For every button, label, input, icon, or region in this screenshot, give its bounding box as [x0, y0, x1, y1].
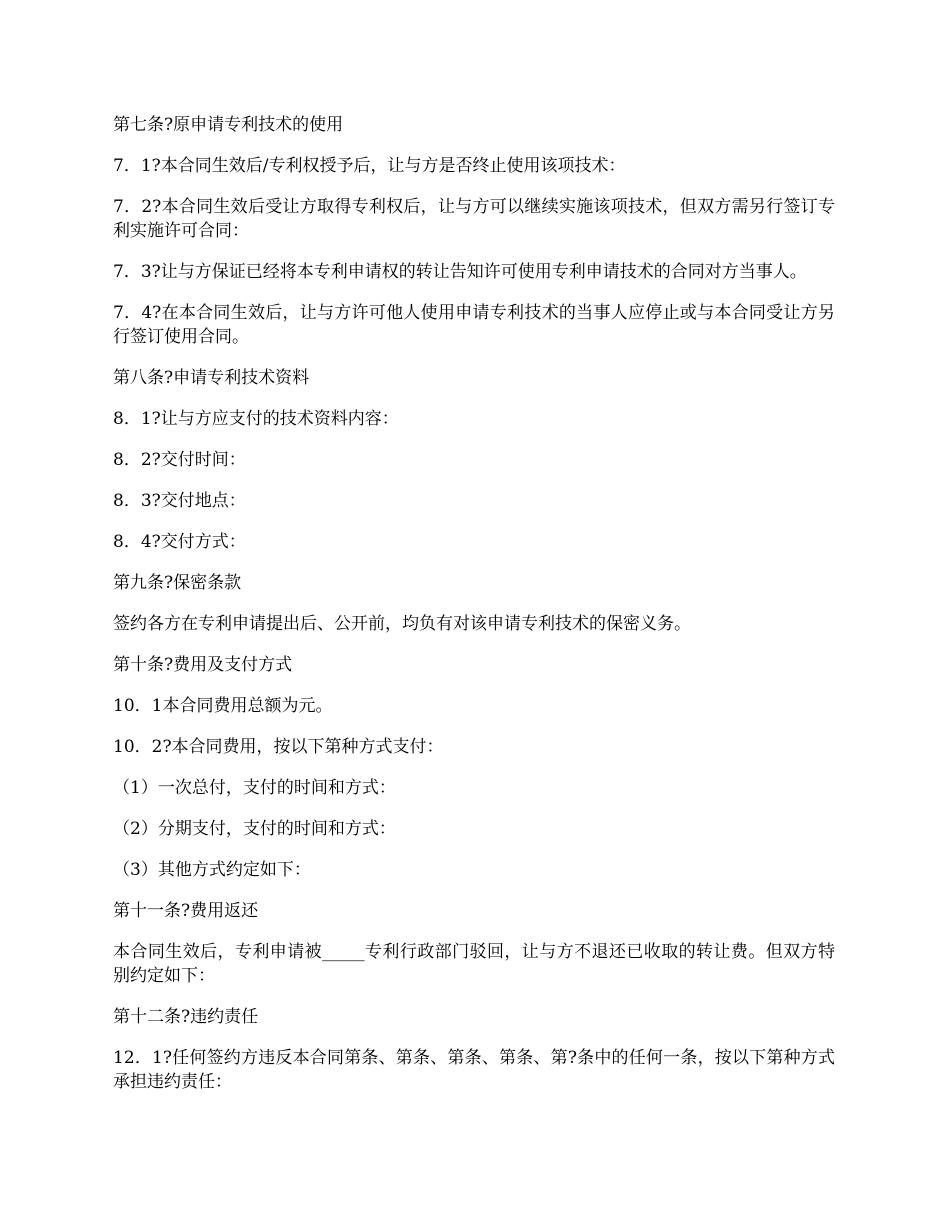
article-9-heading: 第九条?保密条款 — [113, 573, 242, 593]
clause-12-1: 12．1?任何签约方违反本合同第条、第条、第条、第条、第?条中的任何一条，按以下第种方式承担违约责任： — [113, 1048, 835, 1092]
article-10-heading: 第十条?费用及支付方式 — [113, 655, 293, 675]
payment-option-1: （1）一次总付，支付的时间和方式： — [113, 778, 396, 798]
clause-7-1: 7．1?本合同生效后/专利权授予后，让与方是否终止使用该项技术： — [113, 156, 626, 176]
payment-option-3: （3）其他方式约定如下： — [113, 860, 311, 880]
clause-7-3: 7．3?让与方保证已经将本专利申请权的转让告知许可使用专利申请技术的合同对方当事人。 — [113, 262, 807, 282]
document-page — [113, 113, 835, 1111]
clause-8-2: 8．2?交付时间： — [113, 450, 246, 470]
clause-7-2: 7．2?本合同生效后受让方取得专利权后，让与方可以继续实施该项技术，但双方需另行签订专利实施许可合同： — [113, 197, 835, 241]
clause-8-4: 8．4?交付方式： — [113, 532, 246, 552]
clause-10-2: 10．2?本合同费用，按以下第种方式支付： — [113, 737, 444, 757]
clause-8-3: 8．3?交付地点： — [113, 491, 246, 511]
clause-10-1: 10．1本合同费用总额为元。 — [113, 696, 333, 716]
confidentiality-clause: 签约各方在专利申请提出后、公开前，均负有对该申请专利技术的保密义务。 — [113, 614, 691, 634]
clause-7-4: 7．4?在本合同生效后，让与方许可他人使用申请专利技术的当事人应停止或与本合同受让方另行签订使用合同。 — [113, 303, 835, 347]
payment-option-2: （2）分期支付，支付的时间和方式： — [113, 819, 396, 839]
article-8-heading: 第八条?申请专利技术资料 — [113, 368, 310, 388]
refund-clause: 本合同生效后，专利申请被_____专利行政部门驳回，让与方不退还已收取的转让费。但双方特别约定如下： — [113, 942, 835, 986]
clause-8-1: 8．1?让与方应支付的技术资料内容： — [113, 409, 399, 429]
article-11-heading: 第十一条?费用返还 — [113, 901, 259, 921]
article-7-heading: 第七条?原申请专利技术的使用 — [113, 115, 344, 135]
article-12-heading: 第十二条?违约责任 — [113, 1007, 259, 1027]
